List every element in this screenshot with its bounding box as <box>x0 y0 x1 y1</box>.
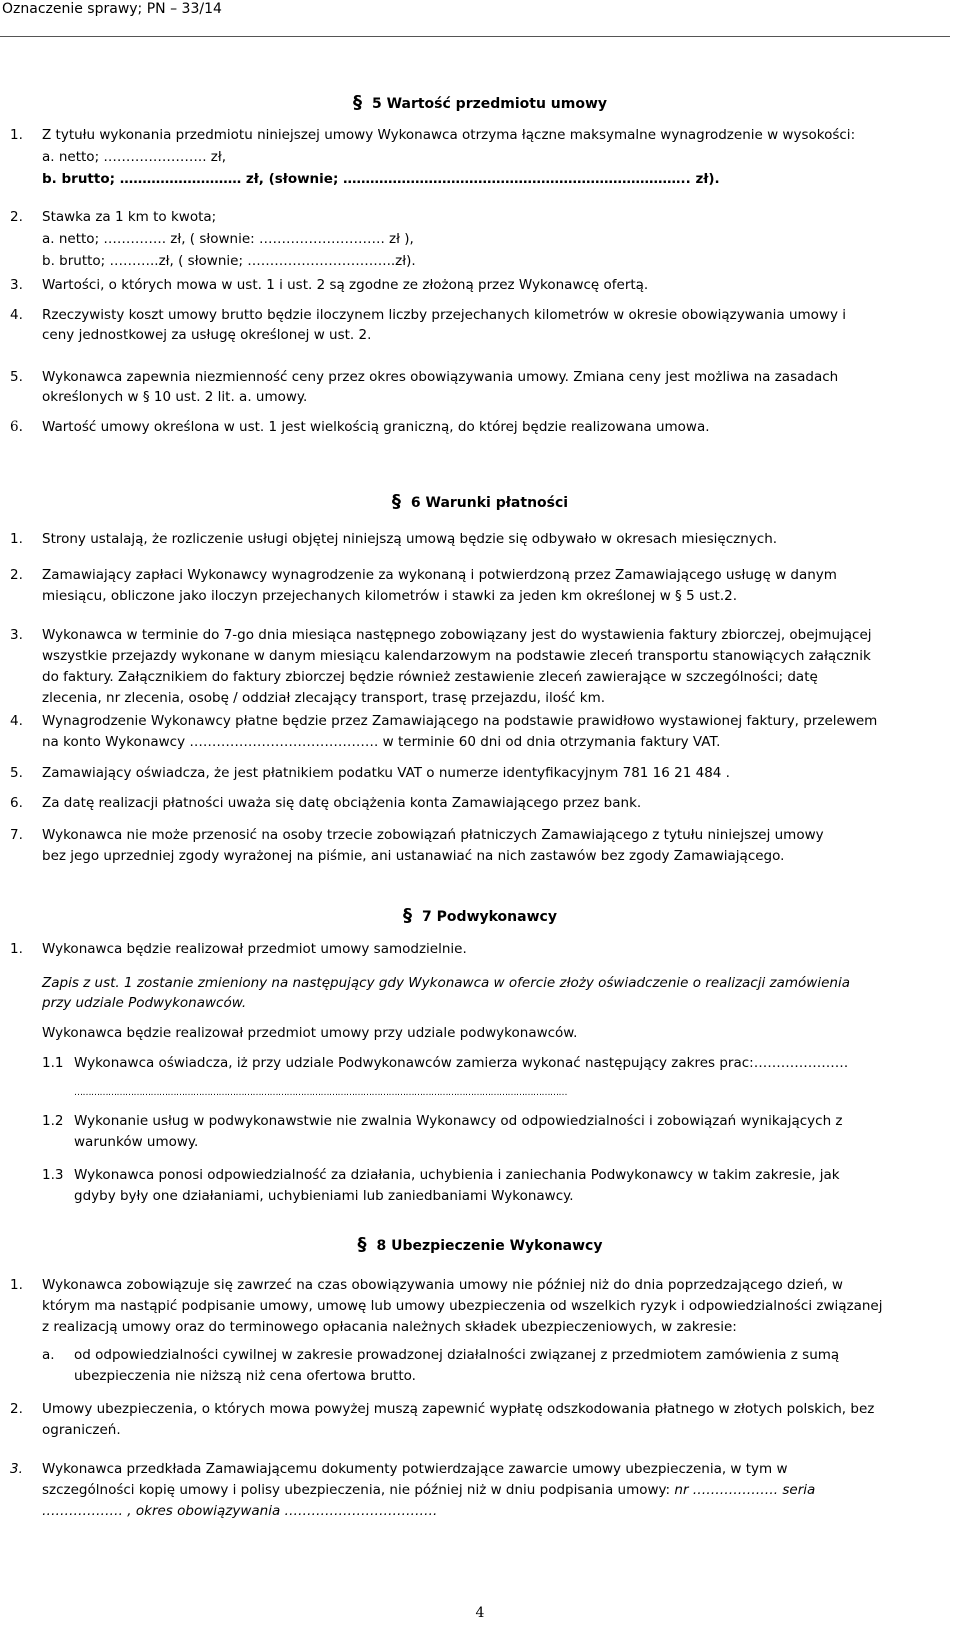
section-6-title: § 6 Warunki płatności <box>391 491 569 512</box>
paragraph: Wykonawca będzie realizował przedmiot umowy przy udziale podwykonawców. <box>42 1025 578 1041</box>
paragraph-sign-icon: § <box>357 1234 367 1255</box>
fill-in-dots: ………………………………………………………………………………………………………………………………………………………… <box>74 1088 567 1098</box>
italic-note: przy udziale Podwykonawców. <box>42 995 247 1011</box>
paragraph-sign-icon: § <box>403 905 413 926</box>
section-8-title: § 8 Ubezpieczenie Wykonawcy <box>357 1234 603 1255</box>
paragraph-sign-icon: § <box>352 92 362 113</box>
list-subitem: b. brutto; ……………………… zł, (słownie; ………………………………………………………………….. zł). <box>42 171 720 187</box>
page-number: 4 <box>475 1605 485 1621</box>
list-subitem: a. netto; ………….. zł, ( słownie: ………………………. zł ), <box>42 231 414 247</box>
page-header <box>0 0 950 37</box>
section-7-title: § 7 Podwykonawcy <box>403 905 557 926</box>
section-5-title: § 5 Wartość przedmiotu umowy <box>352 92 608 113</box>
paragraph-sign-icon: § <box>391 491 401 512</box>
case-number: Oznaczenie sprawy; PN – 33/14 <box>2 1 222 17</box>
list-subitem: b. brutto; ………..zł, ( słownie; …………………………...zł). <box>42 253 416 269</box>
italic-note: Zapis z ust. 1 zostanie zmieniony na następujący gdy Wykonawca w ofercie złoży oświadczenie o realizacji zamówienia <box>42 975 850 991</box>
list-subitem: a. netto; ………………….. zł, <box>42 149 226 165</box>
